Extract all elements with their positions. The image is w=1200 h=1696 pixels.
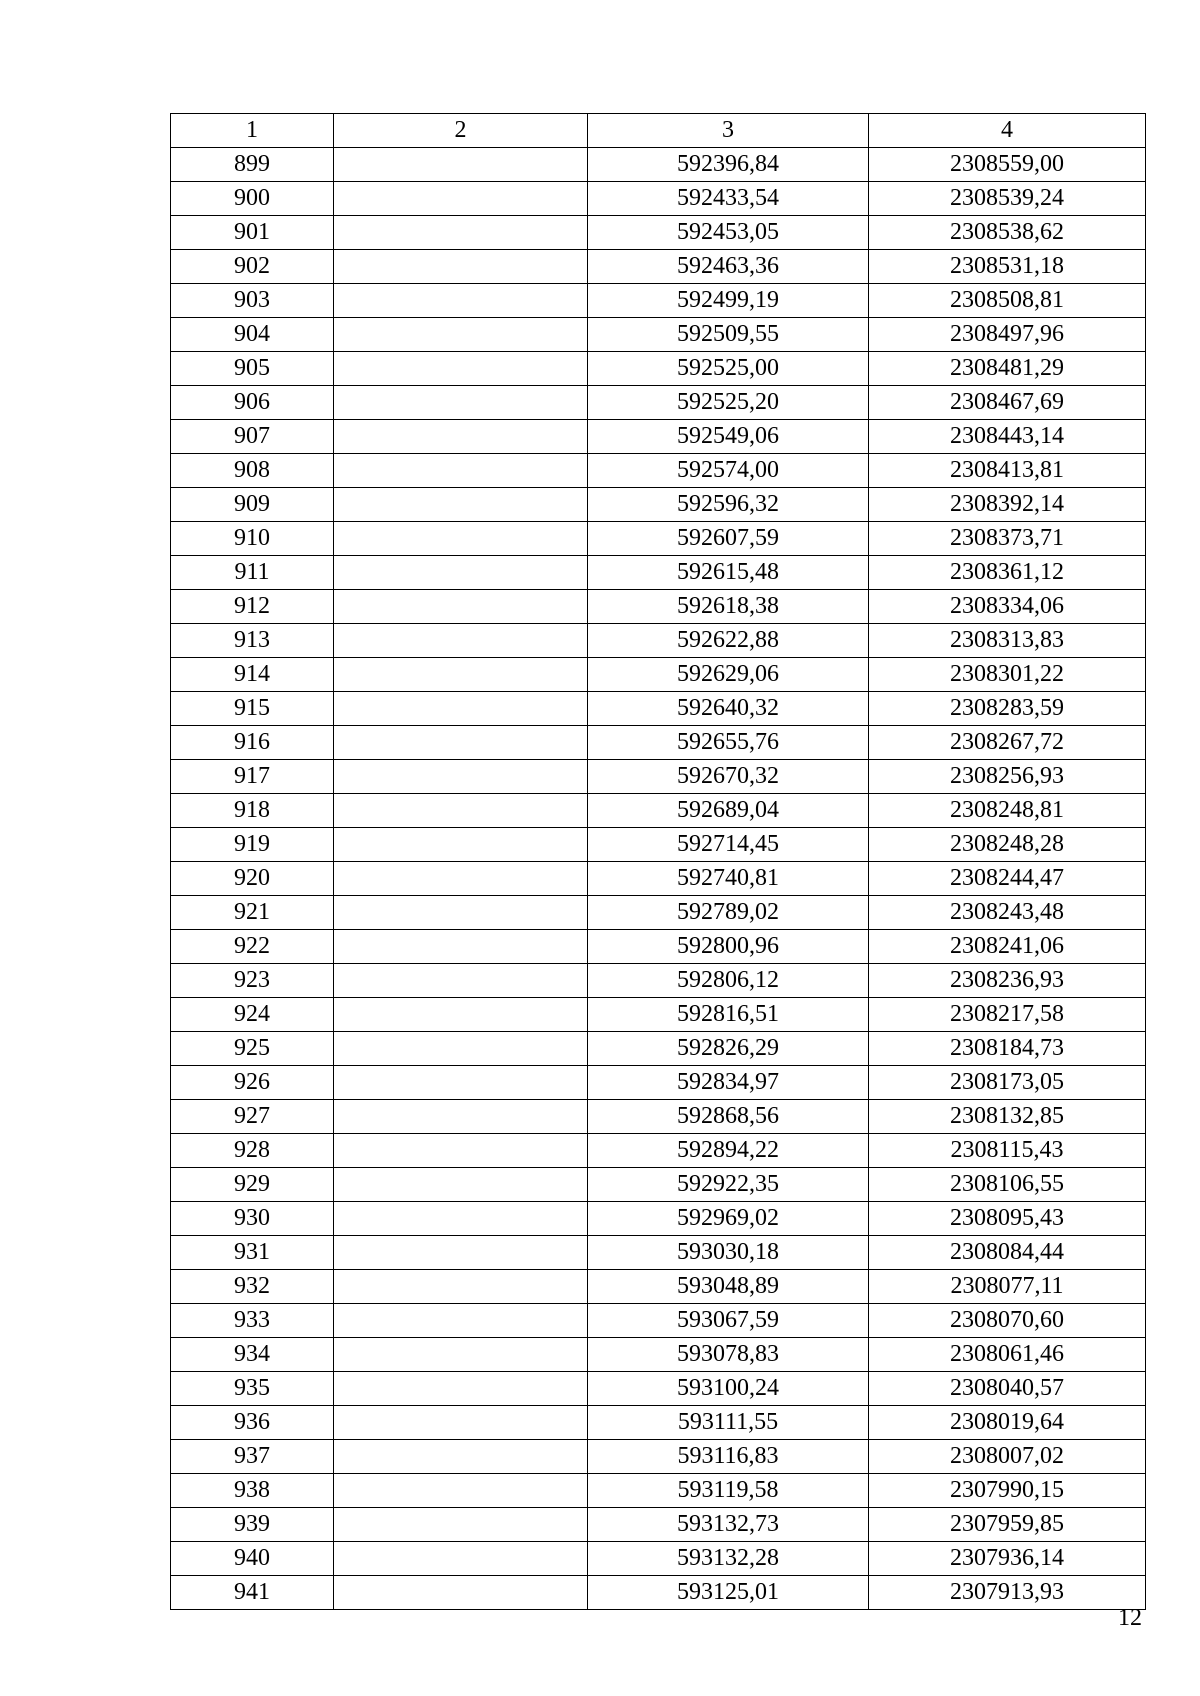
y-coordinate-cell: 2308361,12 [869,556,1146,590]
column-2-cell [334,930,588,964]
table-row [171,964,1146,998]
x-coordinate-cell: 592806,12 [588,964,869,998]
y-coordinate-cell: 2308070,60 [869,1304,1146,1338]
table-row [171,998,1146,1032]
y-coordinate-cell: 2308115,43 [869,1134,1146,1168]
column-2-cell [334,1576,588,1610]
point-number-cell: 918 [171,794,334,828]
table-row [171,658,1146,692]
column-2-cell [334,624,588,658]
point-number-cell: 900 [171,182,334,216]
column-2-cell [334,1406,588,1440]
column-header-3: 3 [588,114,869,148]
x-coordinate-cell: 593111,55 [588,1406,869,1440]
column-2-cell [334,556,588,590]
y-coordinate-cell: 2308538,62 [869,216,1146,250]
column-2-cell [334,862,588,896]
column-2-cell [334,1542,588,1576]
column-2-cell [334,454,588,488]
point-number-cell: 910 [171,522,334,556]
y-coordinate-cell: 2308256,93 [869,760,1146,794]
column-2-cell [334,318,588,352]
y-coordinate-cell: 2308106,55 [869,1168,1146,1202]
column-2-cell [334,1168,588,1202]
point-number-cell: 941 [171,1576,334,1610]
column-2-cell [334,1338,588,1372]
x-coordinate-cell: 592800,96 [588,930,869,964]
point-number-cell: 915 [171,692,334,726]
point-number-cell: 936 [171,1406,334,1440]
x-coordinate-cell: 592816,51 [588,998,869,1032]
x-coordinate-cell: 592689,04 [588,794,869,828]
column-header-2: 2 [334,114,588,148]
table-row [171,386,1146,420]
column-2-cell [334,1270,588,1304]
column-2-cell [334,182,588,216]
table-row [171,318,1146,352]
x-coordinate-cell: 592826,29 [588,1032,869,1066]
y-coordinate-cell: 2308559,00 [869,148,1146,182]
x-coordinate-cell: 592615,48 [588,556,869,590]
x-coordinate-cell: 592969,02 [588,1202,869,1236]
y-coordinate-cell: 2308301,22 [869,658,1146,692]
x-coordinate-cell: 593116,83 [588,1440,869,1474]
column-2-cell [334,1066,588,1100]
y-coordinate-cell: 2308481,29 [869,352,1146,386]
table-row [171,896,1146,930]
table-row [171,1100,1146,1134]
table-row [171,1066,1146,1100]
y-coordinate-cell: 2308061,46 [869,1338,1146,1372]
column-2-cell [334,998,588,1032]
point-number-cell: 926 [171,1066,334,1100]
point-number-cell: 927 [171,1100,334,1134]
point-number-cell: 939 [171,1508,334,1542]
table-body [171,148,1146,1610]
y-coordinate-cell: 2308313,83 [869,624,1146,658]
y-coordinate-cell: 2308531,18 [869,250,1146,284]
x-coordinate-cell: 592463,36 [588,250,869,284]
table-row [171,1406,1146,1440]
x-coordinate-cell: 593125,01 [588,1576,869,1610]
x-coordinate-cell: 592789,02 [588,896,869,930]
y-coordinate-cell: 2308173,05 [869,1066,1146,1100]
x-coordinate-cell: 592834,97 [588,1066,869,1100]
table-row [171,1134,1146,1168]
table-row [171,1236,1146,1270]
column-2-cell [334,488,588,522]
point-number-cell: 921 [171,896,334,930]
point-number-cell: 940 [171,1542,334,1576]
point-number-cell: 925 [171,1032,334,1066]
column-2-cell [334,420,588,454]
table-row [171,1168,1146,1202]
point-number-cell: 901 [171,216,334,250]
table-row [171,692,1146,726]
point-number-cell: 928 [171,1134,334,1168]
point-number-cell: 933 [171,1304,334,1338]
table-row [171,1032,1146,1066]
column-2-cell [334,216,588,250]
x-coordinate-cell: 592499,19 [588,284,869,318]
table-row [171,488,1146,522]
x-coordinate-cell: 592574,00 [588,454,869,488]
column-2-cell [334,760,588,794]
table-row [171,1576,1146,1610]
y-coordinate-cell: 2308267,72 [869,726,1146,760]
column-2-cell [334,148,588,182]
y-coordinate-cell: 2308132,85 [869,1100,1146,1134]
column-2-cell [334,794,588,828]
table-row [171,794,1146,828]
x-coordinate-cell: 592655,76 [588,726,869,760]
table-row [171,1508,1146,1542]
point-number-cell: 905 [171,352,334,386]
point-number-cell: 938 [171,1474,334,1508]
table-row [171,284,1146,318]
y-coordinate-cell: 2308217,58 [869,998,1146,1032]
x-coordinate-cell: 592894,22 [588,1134,869,1168]
table-row [171,624,1146,658]
table-row [171,760,1146,794]
point-number-cell: 929 [171,1168,334,1202]
column-2-cell [334,1032,588,1066]
y-coordinate-cell: 2308373,71 [869,522,1146,556]
x-coordinate-cell: 592596,32 [588,488,869,522]
x-coordinate-cell: 592509,55 [588,318,869,352]
y-coordinate-cell: 2307936,14 [869,1542,1146,1576]
x-coordinate-cell: 593132,73 [588,1508,869,1542]
table-row [171,216,1146,250]
column-2-cell [334,692,588,726]
point-number-cell: 903 [171,284,334,318]
x-coordinate-cell: 592607,59 [588,522,869,556]
y-coordinate-cell: 2307959,85 [869,1508,1146,1542]
y-coordinate-cell: 2308467,69 [869,386,1146,420]
column-2-cell [334,1474,588,1508]
y-coordinate-cell: 2308443,14 [869,420,1146,454]
table-row [171,250,1146,284]
column-2-cell [334,1134,588,1168]
column-header-1: 1 [171,114,334,148]
x-coordinate-cell: 592640,32 [588,692,869,726]
table-row [171,1440,1146,1474]
x-coordinate-cell: 592433,54 [588,182,869,216]
point-number-cell: 902 [171,250,334,284]
y-coordinate-cell: 2308019,64 [869,1406,1146,1440]
column-2-cell [334,1236,588,1270]
column-2-cell [334,386,588,420]
y-coordinate-cell: 2308248,81 [869,794,1146,828]
column-2-cell [334,1508,588,1542]
x-coordinate-cell: 592922,35 [588,1168,869,1202]
table-row [171,1202,1146,1236]
column-2-cell [334,1304,588,1338]
point-number-cell: 911 [171,556,334,590]
table-row [171,1304,1146,1338]
x-coordinate-cell: 592618,38 [588,590,869,624]
x-coordinate-cell: 592549,06 [588,420,869,454]
column-2-cell [334,828,588,862]
column-2-cell [334,250,588,284]
x-coordinate-cell: 592714,45 [588,828,869,862]
y-coordinate-cell: 2308077,11 [869,1270,1146,1304]
x-coordinate-cell: 593030,18 [588,1236,869,1270]
table-row [171,1542,1146,1576]
x-coordinate-cell: 592622,88 [588,624,869,658]
table-row [171,590,1146,624]
x-coordinate-cell: 592629,06 [588,658,869,692]
point-number-cell: 914 [171,658,334,692]
table-row [171,828,1146,862]
point-number-cell: 935 [171,1372,334,1406]
y-coordinate-cell: 2308241,06 [869,930,1146,964]
point-number-cell: 931 [171,1236,334,1270]
y-coordinate-cell: 2308095,43 [869,1202,1146,1236]
column-2-cell [334,522,588,556]
point-number-cell: 922 [171,930,334,964]
y-coordinate-cell: 2308084,44 [869,1236,1146,1270]
column-2-cell [334,964,588,998]
y-coordinate-cell: 2308236,93 [869,964,1146,998]
point-number-cell: 930 [171,1202,334,1236]
x-coordinate-cell: 593132,28 [588,1542,869,1576]
y-coordinate-cell: 2308508,81 [869,284,1146,318]
table-row [171,1474,1146,1508]
table-row [171,352,1146,386]
point-number-cell: 919 [171,828,334,862]
coordinates-table-container [170,113,1145,1610]
column-2-cell [334,658,588,692]
table-row [171,862,1146,896]
point-number-cell: 920 [171,862,334,896]
y-coordinate-cell: 2308539,24 [869,182,1146,216]
column-2-cell [334,1202,588,1236]
point-number-cell: 917 [171,760,334,794]
x-coordinate-cell: 593100,24 [588,1372,869,1406]
table-row [171,556,1146,590]
x-coordinate-cell: 592670,32 [588,760,869,794]
table-row [171,1372,1146,1406]
y-coordinate-cell: 2307913,93 [869,1576,1146,1610]
table-row [171,1270,1146,1304]
x-coordinate-cell: 592868,56 [588,1100,869,1134]
y-coordinate-cell: 2307990,15 [869,1474,1146,1508]
point-number-cell: 924 [171,998,334,1032]
column-2-cell [334,1372,588,1406]
column-header-4: 4 [869,114,1146,148]
point-number-cell: 899 [171,148,334,182]
y-coordinate-cell: 2308283,59 [869,692,1146,726]
point-number-cell: 907 [171,420,334,454]
point-number-cell: 913 [171,624,334,658]
point-number-cell: 909 [171,488,334,522]
x-coordinate-cell: 592396,84 [588,148,869,182]
y-coordinate-cell: 2308244,47 [869,862,1146,896]
table-row [171,1338,1146,1372]
coordinates-table [170,113,1146,1610]
y-coordinate-cell: 2308040,57 [869,1372,1146,1406]
point-number-cell: 934 [171,1338,334,1372]
y-coordinate-cell: 2308497,96 [869,318,1146,352]
x-coordinate-cell: 592740,81 [588,862,869,896]
point-number-cell: 932 [171,1270,334,1304]
point-number-cell: 916 [171,726,334,760]
table-row [171,930,1146,964]
x-coordinate-cell: 592453,05 [588,216,869,250]
column-2-cell [334,1440,588,1474]
x-coordinate-cell: 593067,59 [588,1304,869,1338]
table-header-row [171,114,1146,148]
y-coordinate-cell: 2308413,81 [869,454,1146,488]
y-coordinate-cell: 2308184,73 [869,1032,1146,1066]
column-2-cell [334,726,588,760]
x-coordinate-cell: 593078,83 [588,1338,869,1372]
page-number: 12 [1118,1605,1142,1631]
column-2-cell [334,896,588,930]
y-coordinate-cell: 2308248,28 [869,828,1146,862]
x-coordinate-cell: 593119,58 [588,1474,869,1508]
column-2-cell [334,352,588,386]
table-row [171,420,1146,454]
table-row [171,454,1146,488]
table-row [171,726,1146,760]
column-2-cell [334,1100,588,1134]
y-coordinate-cell: 2308243,48 [869,896,1146,930]
column-2-cell [334,590,588,624]
point-number-cell: 912 [171,590,334,624]
point-number-cell: 904 [171,318,334,352]
column-2-cell [334,284,588,318]
y-coordinate-cell: 2308334,06 [869,590,1146,624]
table-row [171,182,1146,216]
y-coordinate-cell: 2308007,02 [869,1440,1146,1474]
x-coordinate-cell: 592525,00 [588,352,869,386]
point-number-cell: 906 [171,386,334,420]
table-row [171,148,1146,182]
point-number-cell: 937 [171,1440,334,1474]
point-number-cell: 908 [171,454,334,488]
table-row [171,522,1146,556]
y-coordinate-cell: 2308392,14 [869,488,1146,522]
x-coordinate-cell: 592525,20 [588,386,869,420]
x-coordinate-cell: 593048,89 [588,1270,869,1304]
point-number-cell: 923 [171,964,334,998]
